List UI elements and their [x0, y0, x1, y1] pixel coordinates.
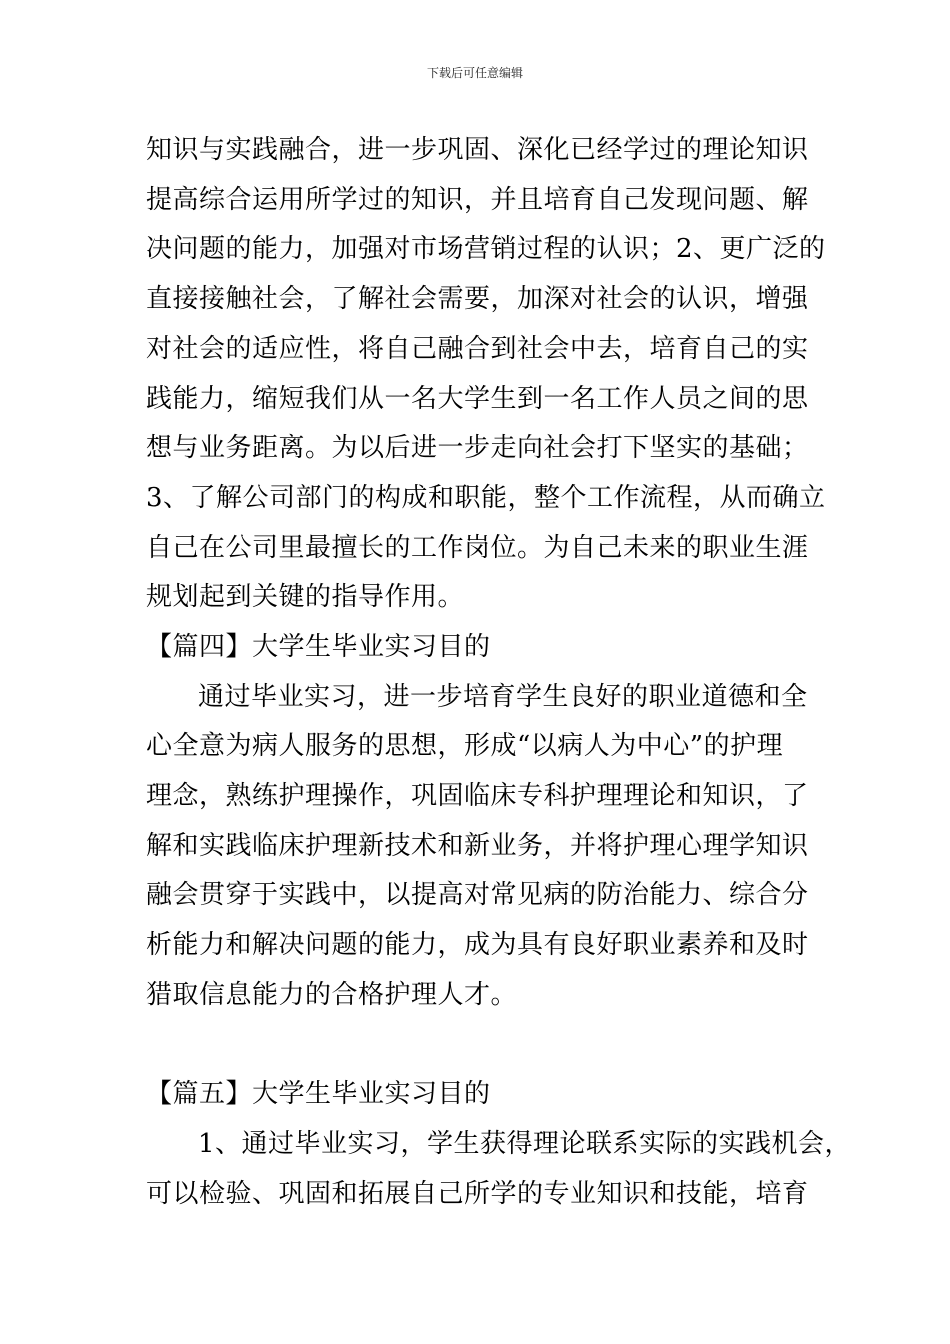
body-line: 心全意为病人服务的思想，形成“以病人为中心”的护理: [146, 731, 784, 761]
body-line: 提高综合运用所学过的知识，并且培育自己发现问题、解: [146, 185, 809, 215]
body-line: 知识与实践融合，进一步巩固、深化已经学过的理论知识: [146, 135, 809, 165]
body-line: 对社会的适应性，将自己融合到社会中去，培育自己的实: [146, 334, 809, 364]
body-line: 自己在公司里最擅长的工作岗位。为自己未来的职业生涯: [146, 533, 809, 563]
body-line: 通过毕业实习，进一步培育学生良好的职业道德和全: [198, 682, 808, 712]
body-line: 规划起到关键的指导作用。: [146, 582, 465, 612]
body-line: 融会贯穿于实践中，以提高对常见病的防治能力、综合分: [146, 880, 809, 910]
page-header: 下载后可任意编辑: [426, 66, 523, 80]
body-line: 解和实践临床护理新技术和新业务，并将护理心理学知识: [146, 831, 809, 861]
body-line: 1、通过毕业实习，学生获得理论联系实际的实践机会，: [198, 1129, 852, 1159]
section-heading: 【篇四】大学生毕业实习目的: [146, 632, 491, 662]
body-line: 践能力，缩短我们从一名大学生到一名工作人员之间的思: [146, 384, 809, 414]
body-line: 想与业务距离。为以后进一步走向社会打下坚实的基础；: [146, 433, 809, 463]
body-line: 可以检验、巩固和拓展自己所学的专业知识和技能，培育: [146, 1179, 809, 1209]
body-line: 猎取信息能力的合格护理人才。: [146, 980, 518, 1010]
body-line: 直接接触社会，了解社会需要，加深对社会的认识，增强: [146, 284, 809, 314]
body-line: 理念，熟练护理操作，巩固临床专科护理理论和知识，了: [146, 781, 809, 811]
body-line: 决问题的能力，加强对市场营销过程的认识；2、更广泛的: [146, 234, 826, 264]
body-line: 析能力和解决问题的能力，成为具有良好职业素养和及时: [146, 930, 809, 960]
section-heading: 【篇五】大学生毕业实习目的: [146, 1079, 491, 1109]
body-line: 3、了解公司部门的构成和职能，整个工作流程，从而确立: [146, 483, 826, 513]
